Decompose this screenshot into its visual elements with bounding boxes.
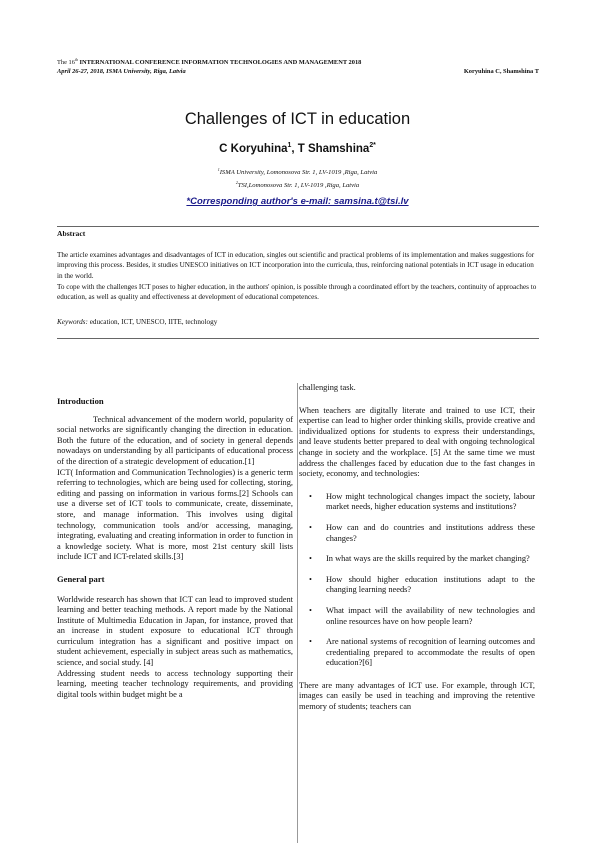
author-line <box>0 142 595 155</box>
paragraph: Worldwide research has shown that ICT can lead to improved student learning and better teaching methods. A report made by the National Institute of Multimedia Education in Japan, for instance, proved that an increase in student exposure to educational ICT through curriculum integration has a significant and positive impact on student achievement, especially in subject areas such as mathematics, science, and social study. [4] <box>57 594 293 668</box>
author-2-affil-mark: 2* <box>369 142 376 149</box>
paragraph: ICT( Information and Communication Technologies) is a generic term referring to technologies, which are being used for collecting, storing, editing and passing on information in various forms.[2] Schools can use a diverse set of ICT tools to communicate, create, disseminate, store, and manage information. This involves using digital technology, communication tools and/or accessing, managing, integrating, evaluating and creating information in order to function in a knowledge society. What is more, most 21st century skill lists include ICT and ICT-related skills.[3] <box>57 467 293 562</box>
affiliation-1-text: ISMA University, Lomonosova Str. 1, LV-1019 ,Riga, Latvia <box>219 169 378 177</box>
abstract-text-2: To cope with the challenges ICT poses to higher education, in the authors' opinion, is possible through a coordinated effort by the teachers, continuity of approaches to education, as well as quality and effectiveness at development of educational competences. <box>57 282 537 302</box>
abstract-text: The article examines advantages and disadvantages of ICT in education, singles out scientific and practical problems of its implementation and makes suggestions for improving this process. Besides, it studies UNESCO initiatives on ICT incorporation into the curricula, thus, reinforcing national potentials in ICT usage in education in the world. <box>57 251 535 280</box>
keywords-list: education, ICT, UNESCO, IITE, technology <box>89 318 218 326</box>
author-2: T Shamshina <box>297 142 370 155</box>
list-item-text: Are national systems of recognition of learning outcomes and credentialing prepared to accommodate the results of open education?[6] <box>326 637 535 668</box>
conference-header <box>57 56 361 67</box>
affiliation-1-mark: 1 <box>217 167 220 172</box>
divider <box>57 226 539 227</box>
bullet-icon: • <box>309 491 312 501</box>
affiliation-2 <box>0 180 595 189</box>
affiliation-2-mark: 2 <box>235 180 238 185</box>
bullet-icon: • <box>309 605 312 615</box>
bullet-list <box>299 492 535 669</box>
author-1-affil-mark: 1 <box>287 142 292 149</box>
bullet-icon: • <box>309 522 312 532</box>
list-item <box>299 637 535 669</box>
list-item <box>299 523 535 544</box>
section-heading-general-part: General part <box>57 573 105 584</box>
list-item <box>299 575 535 596</box>
list-item <box>299 492 535 513</box>
right-column <box>299 383 535 713</box>
author-1: C Koryuhina <box>219 142 288 155</box>
list-item-text: How might technological changes impact the society, labour market needs, higher education systems and institutions? <box>326 491 535 512</box>
bullet-icon: • <box>309 554 312 564</box>
paragraph: Technical advancement of the modern world, popularity of social networks are significantly changing the direction in education. Both the future of the education, and of society in general depends nowadays on understanding by all participants of educational process of the direction of a strategic development of education.[1] <box>57 414 293 466</box>
paper-title: Challenges of ICT in education <box>184 110 411 128</box>
conference-number-suffix: th <box>74 58 78 62</box>
section-heading-introduction: Introduction <box>57 396 104 406</box>
conference-date: April 26-27, 2018, ISMA University, Riga, Latvia <box>57 68 186 75</box>
divider <box>57 338 539 339</box>
list-item <box>299 554 535 565</box>
paragraph: Addressing student needs to access technology supporting their learning, meeting teacher technology requirements, and providing digital tools within budget might be a <box>57 668 293 699</box>
keywords <box>57 317 217 327</box>
paragraph-continuation: challenging task. <box>299 383 356 392</box>
list-item-text: How should higher education institutions adapt to the changing learning needs? <box>326 574 535 595</box>
abstract-heading: Abstract <box>57 229 86 238</box>
list-item-text: What impact will the availability of new technologies and online resources have on how people learn? <box>326 605 535 626</box>
running-authors: Koryuhina C, Shamshina T <box>463 68 539 75</box>
abstract-body <box>57 250 539 302</box>
conference-name: INTERNATIONAL CONFERENCE INFORMATION TECHNOLOGIES AND MANAGEMENT 2018 <box>79 59 362 67</box>
column-divider <box>297 383 298 843</box>
affiliation-1 <box>0 167 595 176</box>
list-item-text: How can and do countries and institutions address these changes? <box>326 522 535 543</box>
corresponding-email-link[interactable]: *Corresponding author's e-mail: samsina.t@tsi.lv <box>186 196 409 207</box>
list-item-text: In what ways are the skills required by the market changing? <box>326 554 530 564</box>
bullet-icon: • <box>309 574 312 584</box>
bullet-icon: • <box>309 637 312 647</box>
conference-number: The 16 <box>57 59 75 67</box>
paragraph: There are many advantages of ICT use. For example, through ICT, images can easily be used in teaching and improving the retentive memory of students; teachers can <box>299 680 535 712</box>
affiliation-2-text: TSI,Lomonosova Str. 1, LV-1019 ,Riga, Latvia <box>237 182 360 190</box>
keywords-label: Keywords: <box>57 318 88 326</box>
paragraph: When teachers are digitally literate and trained to use ICT, their expertise can lead to higher order thinking skills, provide creative and individualized options for students to express their understandings, and leave students better prepared to deal with ongoing technological change in society and the workplace. [5] At the same time we must address the challenges faced by education due to the fast changes in society, economy, and technologies: <box>299 405 535 479</box>
left-column <box>57 396 293 700</box>
list-item <box>299 606 535 627</box>
author-separator: , <box>291 142 298 155</box>
